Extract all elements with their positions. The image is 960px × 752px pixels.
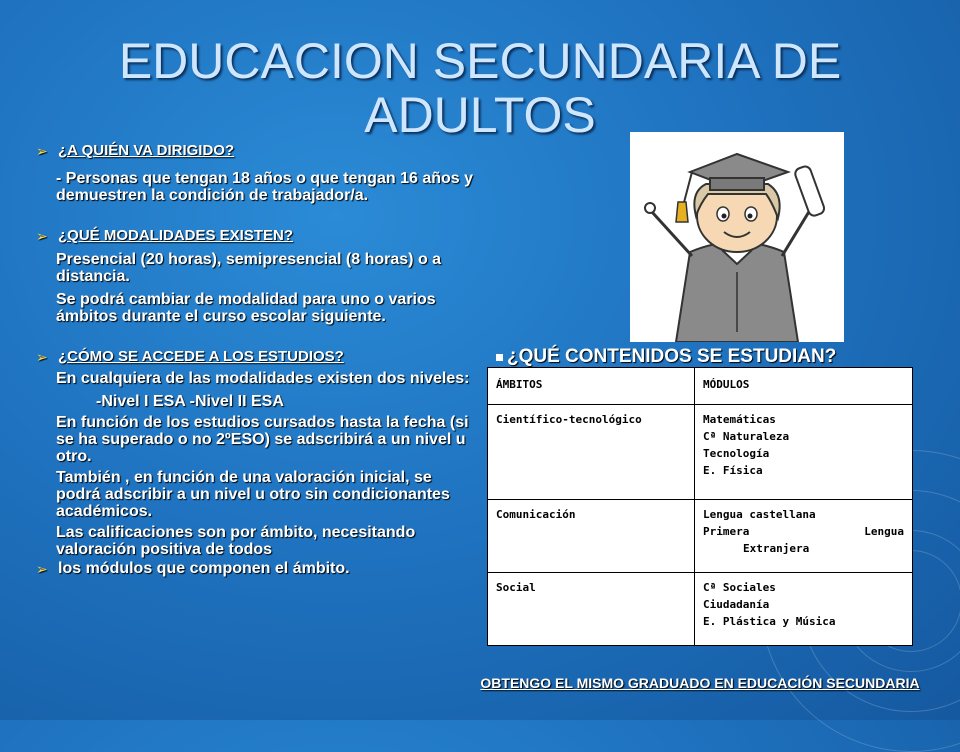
arrow-bullet-icon: ➢ (36, 143, 48, 159)
table-cell: Científico-tecnológico (488, 405, 695, 500)
table-header-cell: MÓDULOS (695, 368, 913, 405)
answer-text: - Personas que tengan 18 años o que tengan 16 años y demuestren la condición de trabajador/a. (56, 170, 473, 204)
answer-text: En función de los estudios cursados hasta la fecha (si se ha superado o no 2ºESO) se adscribirá a un nivel u otro. (56, 414, 469, 465)
module-item: Cª Sociales (703, 581, 776, 594)
table-row (488, 500, 913, 573)
square-bullet-icon (496, 354, 503, 361)
slide-title: EDUCACION SECUNDARIA DE ADULTOS (118, 33, 842, 143)
question-heading: ¿CÓMO SE ACCEDE A LOS ESTUDIOS? (58, 348, 344, 365)
module-item: Matemáticas (703, 413, 776, 426)
table-row (488, 405, 913, 500)
answer-text: Las calificaciones son por ámbito, necesitando valoración positiva de todos (56, 524, 416, 558)
table-cell (695, 573, 913, 646)
contents-heading-text: ¿QUÉ CONTENIDOS SE ESTUDIAN? (507, 346, 837, 367)
answer-text: los módulos que componen el ámbito. (58, 560, 350, 577)
bullet-item (36, 348, 476, 366)
table-cell: Comunicación (488, 500, 695, 573)
table-header-cell: ÁMBITOS (488, 368, 695, 405)
answer-text: También , en función de una valoración inicial, se podrá adscribir a un nivel u otro sin condicionantes académicos. (56, 469, 450, 520)
module-item: Tecnología (703, 447, 770, 460)
bullet-item (36, 142, 476, 160)
answer-text: En cualquiera de las modalidades existen dos niveles: (56, 370, 470, 387)
table-header-row (488, 368, 913, 405)
answer-text: Presencial (20 horas), semipresencial (8 horas) o a distancia. (56, 251, 442, 285)
bullet-item (36, 227, 476, 245)
table-cell: Social (488, 573, 695, 646)
module-item (703, 523, 904, 540)
arrow-bullet-icon: ➢ (36, 349, 48, 365)
module-word: Lengua (864, 525, 904, 538)
contents-heading (496, 346, 836, 368)
module-item: Ciudadanía (703, 598, 770, 611)
module-item: E. Plástica y Música (703, 615, 836, 628)
arrow-bullet-icon: ➢ (36, 228, 48, 244)
arrow-bullet-icon: ➢ (36, 561, 48, 577)
module-word: Primera (703, 525, 750, 538)
contents-table (487, 367, 913, 646)
answer-text: -Nivel I ESA -Nivel II ESA (96, 393, 284, 410)
graduate-cartoon-icon (630, 132, 844, 342)
table-cell (695, 500, 913, 573)
footer-note: OBTENGO EL MISMO GRADUADO EN EDUCACIÓN SECUNDARIA (480, 675, 920, 691)
question-heading: ¿A QUIÉN VA DIRIGIDO? (58, 142, 235, 159)
module-item: Cª Naturaleza (703, 430, 790, 443)
question-heading: ¿QUÉ MODALIDADES EXISTEN? (58, 227, 294, 244)
table-row (488, 573, 913, 646)
module-item: Extranjera (743, 542, 810, 555)
module-item: E. Física (703, 464, 763, 477)
answer-text: Se podrá cambiar de modalidad para uno o varios ámbitos durante el curso escolar siguiente. (56, 291, 436, 325)
table-cell (695, 405, 913, 500)
graduate-cartoon-image (630, 132, 844, 342)
bullet-item (36, 560, 476, 578)
module-item: Lengua castellana (703, 508, 816, 521)
left-column (36, 142, 476, 578)
